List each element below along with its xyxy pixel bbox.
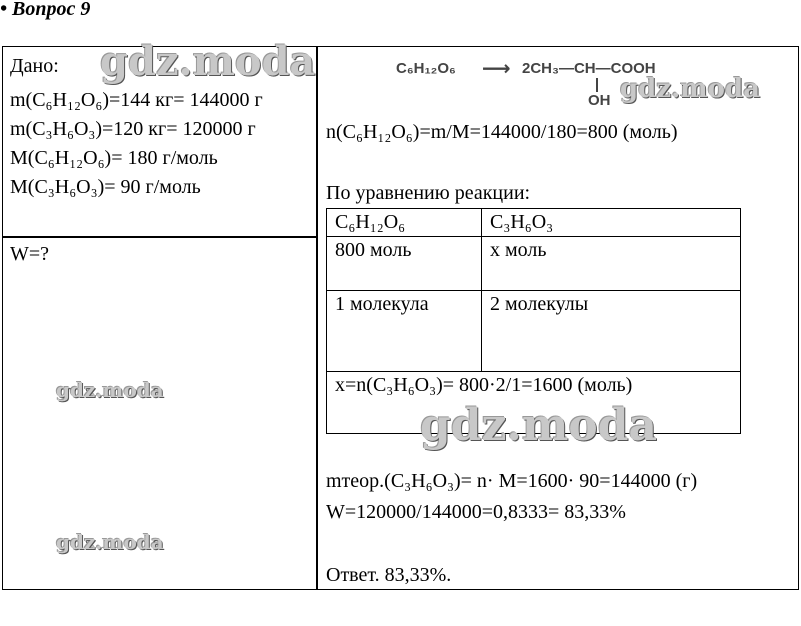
table-cell-lactic-moles: x моль bbox=[482, 237, 741, 291]
given-line-2: m(C₃H₆O₃)=120 кг= 120000 г bbox=[10, 118, 256, 140]
column-divider bbox=[316, 46, 318, 590]
watermark-left-bottom: gdz.moda bbox=[56, 530, 164, 554]
table-cell-glucose-moles: 800 моль bbox=[327, 237, 482, 291]
equation-reactant: C₆H₁₂O₆ bbox=[396, 60, 456, 77]
table-header-glucose: C₆H₁₂O₆ bbox=[327, 209, 482, 237]
given-find-divider bbox=[2, 236, 317, 238]
by-reaction-label: По уравнению реакции: bbox=[326, 182, 531, 204]
table-cell-lactic-molecules: 2 молекулы bbox=[482, 291, 741, 371]
watermark-table: gdz.moda bbox=[420, 400, 658, 451]
table-cell-glucose-molecules: 1 молекула bbox=[327, 291, 482, 371]
given-line-4: M(C₃H₆O₃)= 90 г/моль bbox=[10, 176, 201, 198]
given-label: Дано: bbox=[10, 55, 59, 77]
given-line-3: M(C₆H₁₂O₆)= 180 г/моль bbox=[10, 147, 218, 169]
calc-theoretical-mass: mтеор.(C₃H₆O₃)= n· M=1600· 90=144000 (г) bbox=[326, 470, 698, 492]
answer-text: Ответ. 83,33%. bbox=[326, 564, 452, 586]
watermark-top-left: gdz.moda bbox=[100, 38, 316, 85]
question-heading: • Вопрос 9 bbox=[0, 0, 91, 20]
equation-oh: OH bbox=[588, 92, 611, 109]
watermark-equation: gdz.moda bbox=[620, 74, 761, 104]
calc-moles-glucose: n(C₆H₁₂O₆)=m/M=144000/180=800 (моль) bbox=[326, 121, 678, 143]
equation-oh-bond bbox=[596, 78, 598, 92]
table-header-lactic-acid: C₃H₆O₃ bbox=[482, 209, 741, 237]
watermark-left-middle: gdz.moda bbox=[56, 378, 164, 402]
find-label: W=? bbox=[10, 243, 50, 265]
equation-arrow: ⟶ bbox=[482, 58, 511, 80]
given-line-1: m(C₆H₁₂O₆)=144 кг= 144000 г bbox=[10, 89, 263, 111]
equation-product: 2CH₃—CH—COOH bbox=[522, 60, 656, 77]
table-result-row: x=n(C₃H₆O₃)= 800·2/1=1600 (моль) bbox=[327, 371, 741, 433]
calc-yield: W=120000/144000=0,8333= 83,33% bbox=[326, 501, 626, 523]
